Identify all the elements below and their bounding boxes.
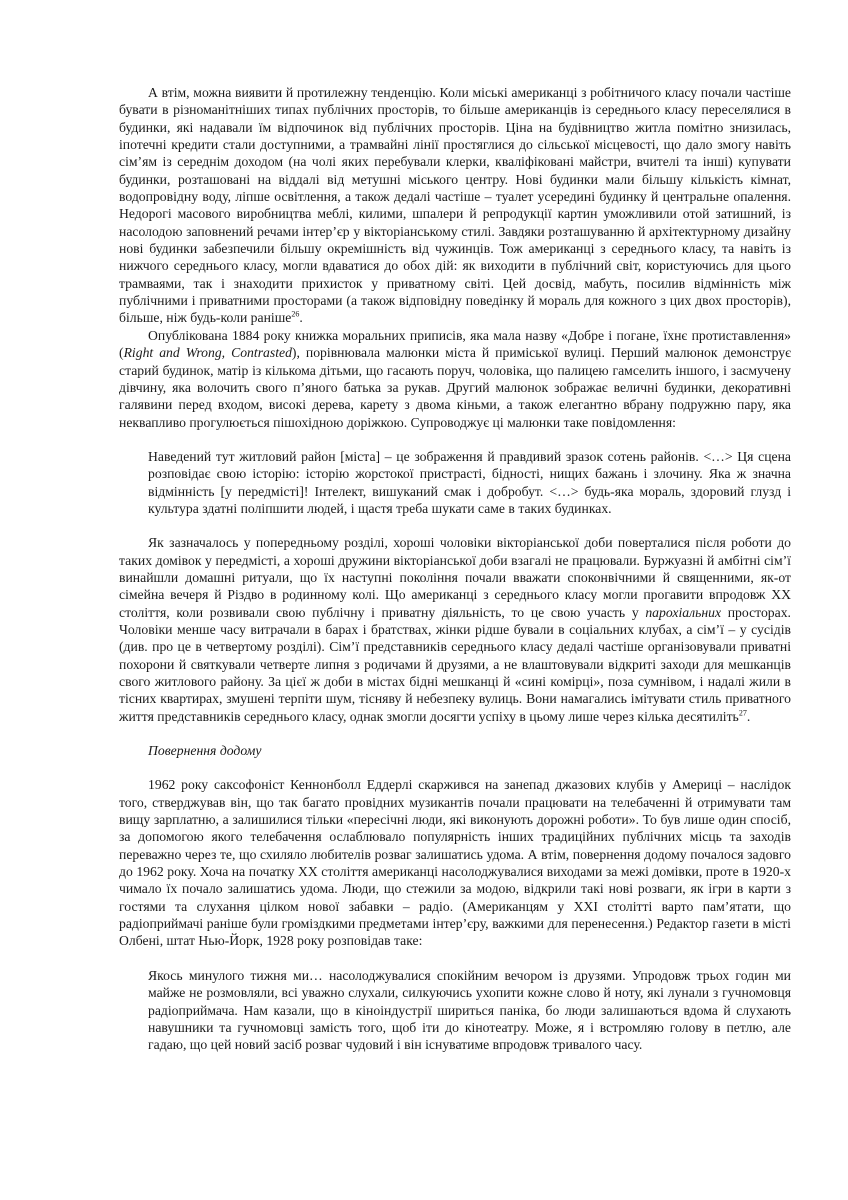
paragraph-3-end: . xyxy=(746,708,751,724)
paragraph-1 xyxy=(119,84,791,327)
paragraph-3 xyxy=(119,534,791,725)
paragraph-1-end: . xyxy=(299,310,303,326)
footnote-ref-27[interactable]: 27 xyxy=(738,708,747,718)
paragraph-1-text: А втім, можна виявити й протилежну тенденцію. Коли міські американці з робітничого класу почали частіше бувати в різноманітніших типах публічних просторів, то більше американців із середнього класу переселялися в будинки, які надавали їм відпочинок від публічних просторів. Ціна на будівництво житла помітно знизилась, іпотечні кредити стали доступними, а трамвайні лінії простяглися до сільської місцевості, що дало змогу навіть сім’ям із середнім доходом (на чолі яких перебували клерки, кваліфіковані майстри, вчителі та інші) купувати будинки, розташовані на віддалі від метушні міського центру. Нові будинки мали більшу кількість кімнат, водопровідну воду, ліпше освітлення, а також дедалі частіше – туалет усередині будинку й центральне опалення. Недорогі масового виробництва меблі, килими, шпалери й репродукції картин уможливили отой затишний, із насолодою заповнений речами інтер’єр у вікторіанському стилі. Завдяки розташуванню й архітектурному дизайну нові будинки забезпечили більшу окремішність від чужинців. Тож американці з середнього класу, та навіть із нижчого середнього класу, могли вдаватися до обох дій: як виходити в публічний світ, користуючись для цього трамваями, так і знаходити прихисток у приватному світі. Цей досвід, мабуть, посилив відмінність між публічними і приватними просторами (а також відповідну поведінку й мораль для кожного з цих двох просторів), більше, ніж будь-коли раніше xyxy=(119,85,791,326)
paragraph-2 xyxy=(119,327,791,431)
spacer xyxy=(119,517,791,534)
footnote-ref-26[interactable]: 26 xyxy=(291,309,300,319)
section-heading: Повернення додому xyxy=(148,743,262,759)
paragraph-2-text-after: ), порівнювала малюнки міста й приміської вулиці. Перший малюнок демонструє старий будинок, матір із кількома дітьми, що гасають поруч, чоловіка, що палицею гамселить іншого, і засмучену дівчину, яка волочить свого п’яного батька за рукав. Другий малюнок зображає величні будинки, декоративні галявини перед входом, високі дерева, карету з двома кіньми, а також елегантно вбрану подружню пару, яка неквапливо прогулюється пішохідною доріжкою. Супроводжує ці малюнки таке повідомлення: xyxy=(119,345,791,430)
spacer xyxy=(119,431,791,448)
block-quote-1: Наведений тут житловий район [міста] – це зображення й правдивий зразок сотень районів. <…> Ця сцена розповідає свою історію: історію жорстокої пристрасті, бідності, нищих бажань і злочину. Яка ж значна відмінність [у передмісті]! Інтелект, вишуканий смак і добробут. <…> будь-яка мораль, здоровий глузд і культура здатні поліпшити людей, і щастя треба шукати саме в таких будинках. xyxy=(148,448,791,516)
paragraph-3-text-before: Як зазначалось у попередньому розділі, хороші чоловіки вікторіанської доби поверталися після роботи до таких домівок у передмісті, а хороші дружини вікторіанської доби взагалі не працювали. Буржуазні й амбітні сім’ї винайшли домашні ритуали, що їх наступні покоління почали вважати споконвічними й священними, як-от сімейна вечеря й Різдво в родинному колі. Що американці з середнього класу могли прогавити впродовж XX століття, коли розвивали свою публічну і приватну діяльність, то це свою участь у xyxy=(119,535,791,620)
body-text xyxy=(119,84,791,1054)
book-title-english: Right and Wrong, Contrasted xyxy=(123,345,292,361)
paragraph-3-text-after: просторах. Чоловіки менше часу витрачали в барах і братствах, жінки рідше бували в соціальних клубах, а сім’ї – у сусідів (див. про це в четвертому розділі). Сім’ї представників середнього класу дедалі частіше організовували приватні похорони й святкували четверте липня з родичами й друзями, а не влаштовували відкриті заходи для мешканців свого житлового району. За цієї ж доби в містах бідні мешканці й «сині комірці», поза сумнівом, і надалі жили в тісних квартирах, змушені терпіти шум, тісняву й небезпеку вулиць. Вони намагались імітувати стиль приватного життя представників середнього класу, однак змогли досягти успіху в цьому лише через кілька десятиліть xyxy=(119,604,791,724)
spacer xyxy=(119,725,791,742)
block-quote-2: Якось минулого тижня ми… насолоджувалися спокійним вечором із друзями. Упродовж трьох годин ми майже не розмовляли, всі уважно слухали, силкуючись ухопити кожне слово й ноту, які лунали з гучномовця радіоприймача. Нам казали, що в кіноіндустрії шириться паніка, бо люди залишаються вдома й слухають навушники та гучномовці замість того, щоб іти до кінотеатру. Може, я і встромляю голову в петлю, але гадаю, що цей новий засіб розваг чудовий і він існуватиме впродовж тривалого часу. xyxy=(148,967,791,1053)
paragraph-2-text-before: Опублікована 1884 року книжка моральних приписів, яка мала назву «Добре і погане, їхнє протиставлення» ( xyxy=(119,327,791,361)
emphasized-word: парохіальних xyxy=(645,604,722,620)
paragraph-4: 1962 року саксофоніст Кеннонболл Еддерлі скаржився на занепад джазових клубів у Америці – наслідок того, стверджував він, що так багато провідних музикантів почали працювати на телебаченні й отримувати там вищу зарплатню, а залишилися тільки «пересічні люди, які виконують дорожні роботи». То був лише один спосіб, за допомогою якого телебачення ослаблювало популярність інших традиційних публічних місць та заходів переважно через те, що схиляло любителів розваг залишатись удома. А втім, повернення додому почалося задовго до 1962 року. Хоча на початку XX століття американці насолоджувалися виходами за межі домівки, проте в 1920-х чимало їх почало залишатись удома. Люди, що стежили за модою, відкрили такі нові розваги, як ігри в карти з гостями та слухання цілком нової забавки – радіо. (Американцям у XXI столітті варто пам’ятати, що радіоприймачі раніше були громіздкими предметами інтер’єру, важкими для перенесення.) Редактор газети в місті Олбені, штат Нью-Йорк, 1928 року розповідав таке: xyxy=(119,777,791,949)
spacer xyxy=(119,950,791,967)
spacer xyxy=(119,759,791,776)
